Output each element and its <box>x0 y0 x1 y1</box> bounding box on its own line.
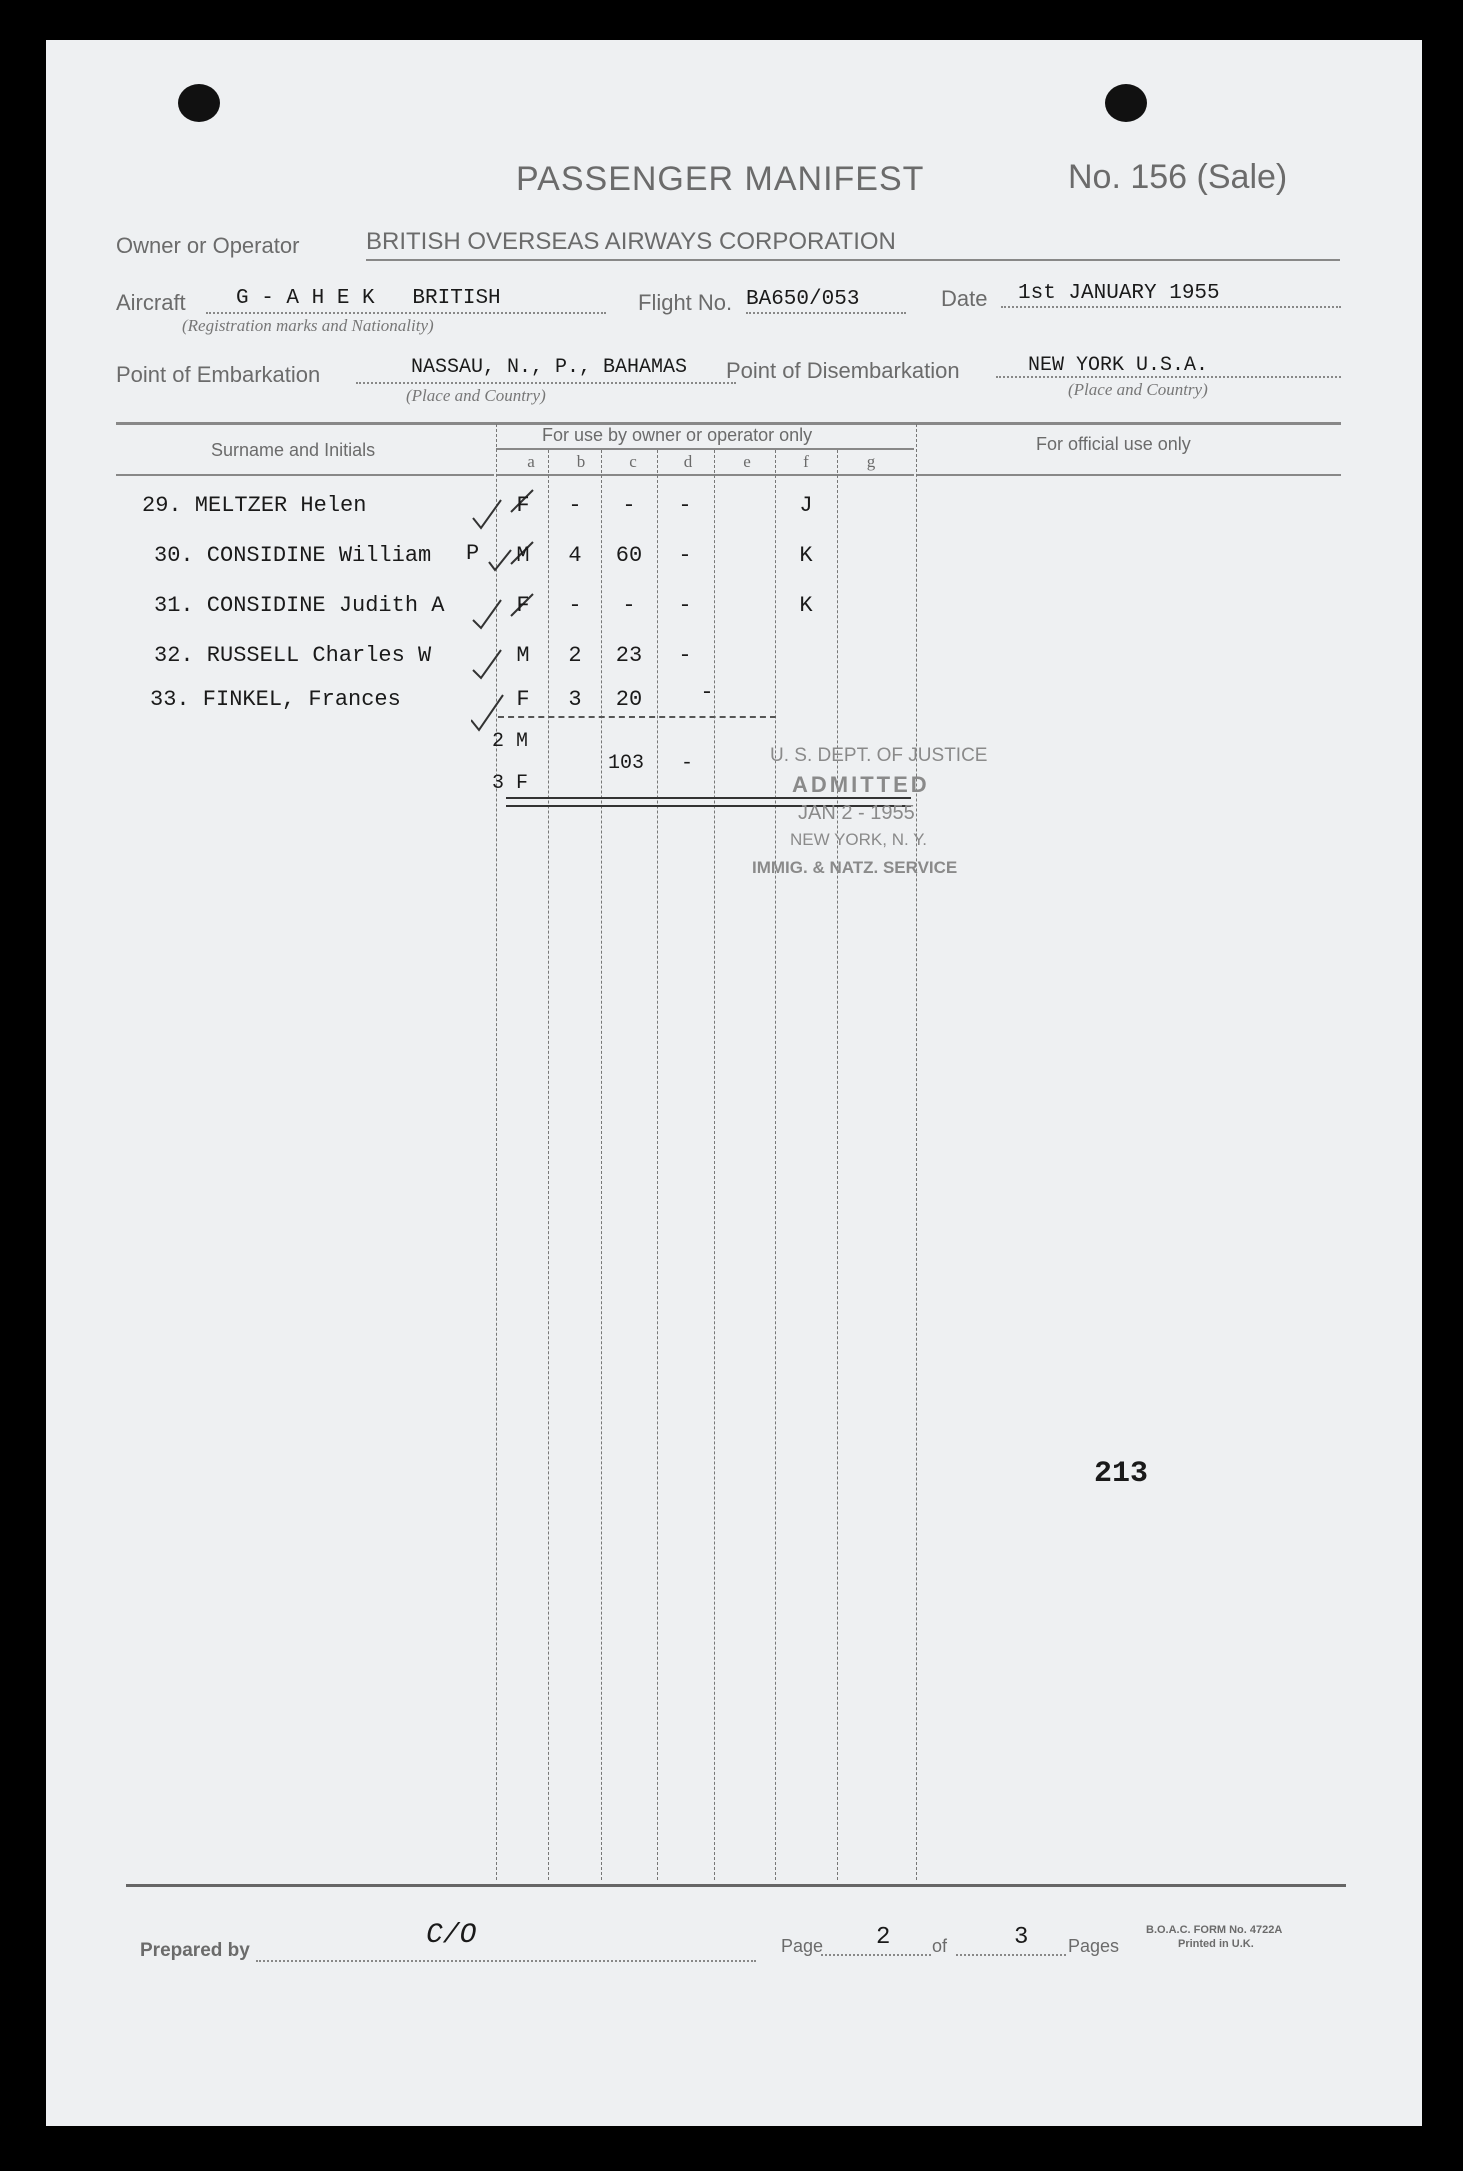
cell-d: - <box>678 543 692 568</box>
cell-c: 23 <box>615 643 643 668</box>
passenger-prefix: P <box>466 541 480 566</box>
date-label: Date <box>941 286 988 311</box>
cell-c: - <box>622 493 636 518</box>
official-use-header: For official use only <box>1036 434 1191 454</box>
prepared-label: Prepared by <box>140 1940 250 1961</box>
stamp-city: NEW YORK, N. Y. <box>790 830 927 849</box>
embarkation-label: Point of Embarkation <box>116 362 321 387</box>
of-label: of <box>932 1936 948 1956</box>
prepared-signature: C/O <box>426 1920 477 1951</box>
cell-a: F <box>516 687 530 712</box>
flight-label: Flight No. <box>638 290 733 315</box>
stamp-admitted: ADMITTED <box>792 772 930 797</box>
cell-d: - <box>700 680 714 705</box>
total-d: - <box>681 752 694 775</box>
column-line <box>714 450 715 1880</box>
form-number: B.O.A.C. FORM No. 4722A <box>1146 1924 1283 1936</box>
cell-a: M <box>516 643 530 668</box>
flight-value: BA650/053 <box>746 288 860 311</box>
stamp-service: IMMIG. & NATZ. SERVICE <box>752 858 958 877</box>
cell-d: - <box>678 493 692 518</box>
total-male: 2 M <box>492 730 529 753</box>
form-printed: Printed in U.K. <box>1178 1938 1254 1950</box>
cell-b: 4 <box>568 543 582 568</box>
page-label: Page <box>781 1936 824 1956</box>
owner-use-header: For use by owner or operator only <box>542 425 813 445</box>
cell-a: M <box>516 543 530 568</box>
cell-c: 20 <box>615 687 643 712</box>
disembarkation-hint: (Place and Country) <box>1068 380 1208 399</box>
date-underline <box>1001 306 1341 308</box>
column-header-g: g <box>866 452 876 471</box>
cell-c: 60 <box>615 543 643 568</box>
owner-value: BRITISH OVERSEAS AIRWAYS CORPORATION <box>366 228 896 255</box>
column-line <box>837 450 838 1880</box>
aircraft-underline <box>206 312 606 314</box>
passenger-name: 32. RUSSELL Charles W <box>154 643 432 668</box>
surname-header: Surname and Initials <box>211 440 376 460</box>
column-line <box>916 424 917 1880</box>
check-mark-icon <box>473 600 501 628</box>
column-line <box>601 450 602 1880</box>
official-header-rule <box>916 474 1341 476</box>
column-header-c: c <box>629 452 637 471</box>
columns-header-rule <box>496 474 914 476</box>
owner-underline <box>366 259 1340 261</box>
flight-underline <box>746 312 906 314</box>
total-c: 103 <box>608 752 645 775</box>
cell-d: - <box>678 593 692 618</box>
pages-label: Pages <box>1068 1936 1120 1956</box>
cell-b: 3 <box>568 687 582 712</box>
date-value: 1st JANUARY 1955 <box>1018 282 1220 305</box>
punch-hole-right <box>1105 84 1147 122</box>
passenger-name: 33. FINKEL, Frances <box>150 687 401 712</box>
aircraft-value: G - A H E K BRITISH <box>236 287 501 310</box>
page-underline <box>821 1954 931 1956</box>
cell-b: - <box>568 593 582 618</box>
column-header-a: a <box>527 452 535 471</box>
check-mark-icon <box>473 500 501 528</box>
disembarkation-underline <box>996 376 1341 378</box>
disembarkation-value: NEW YORK U.S.A. <box>1028 354 1209 377</box>
cell-b: 2 <box>568 643 582 668</box>
aircraft-hint: (Registration marks and Nationality) <box>182 316 434 335</box>
cell-a: F <box>516 593 530 618</box>
cell-f: K <box>799 543 813 568</box>
prepared-underline <box>256 1960 756 1962</box>
footer-rule <box>126 1884 1346 1887</box>
embarkation-value: NASSAU, N., P., BAHAMAS <box>411 356 688 379</box>
column-line <box>775 450 776 1880</box>
column-header-e: e <box>743 452 751 471</box>
disembarkation-label: Point of Disembarkation <box>726 358 960 383</box>
owner-header-rule <box>496 448 914 450</box>
totals-rule <box>498 716 776 718</box>
column-header-d: d <box>683 452 693 471</box>
page-stamp-number: 213 <box>1094 1457 1149 1491</box>
passenger-name: 30. CONSIDINE William <box>154 543 432 568</box>
passenger-name: 31. CONSIDINE Judith A <box>154 593 445 618</box>
of-underline <box>956 1954 1066 1956</box>
stamp-dept: U. S. DEPT. OF JUSTICE <box>770 745 988 766</box>
column-header-b: b <box>576 452 586 471</box>
aircraft-label: Aircraft <box>116 290 186 315</box>
surname-header-rule <box>116 474 494 476</box>
column-line <box>657 450 658 1880</box>
page-total: 3 <box>1014 1924 1029 1951</box>
cell-f: J <box>799 493 813 518</box>
cell-b: - <box>568 493 582 518</box>
stamp-date: JAN 2 - 1955 <box>798 802 915 824</box>
embarkation-underline <box>356 382 736 384</box>
punch-hole-left <box>178 84 220 122</box>
check-mark-icon <box>473 650 501 678</box>
page-number: 2 <box>876 1924 891 1951</box>
cell-d: - <box>678 643 692 668</box>
manifest-sheet <box>46 40 1422 2126</box>
cell-f: K <box>799 593 813 618</box>
check-marks <box>471 480 561 770</box>
total-female: 3 F <box>492 772 529 795</box>
passenger-name: 29. MELTZER Helen <box>142 493 367 518</box>
owner-label: Owner or Operator <box>116 233 300 258</box>
column-header-f: f <box>803 452 809 471</box>
cell-c: - <box>622 593 636 618</box>
embarkation-hint: (Place and Country) <box>406 386 546 405</box>
manifest-title: PASSENGER MANIFEST <box>516 160 925 198</box>
manifest-number: No. 156 (Sale) <box>1068 158 1288 196</box>
cell-a: F <box>516 493 530 518</box>
